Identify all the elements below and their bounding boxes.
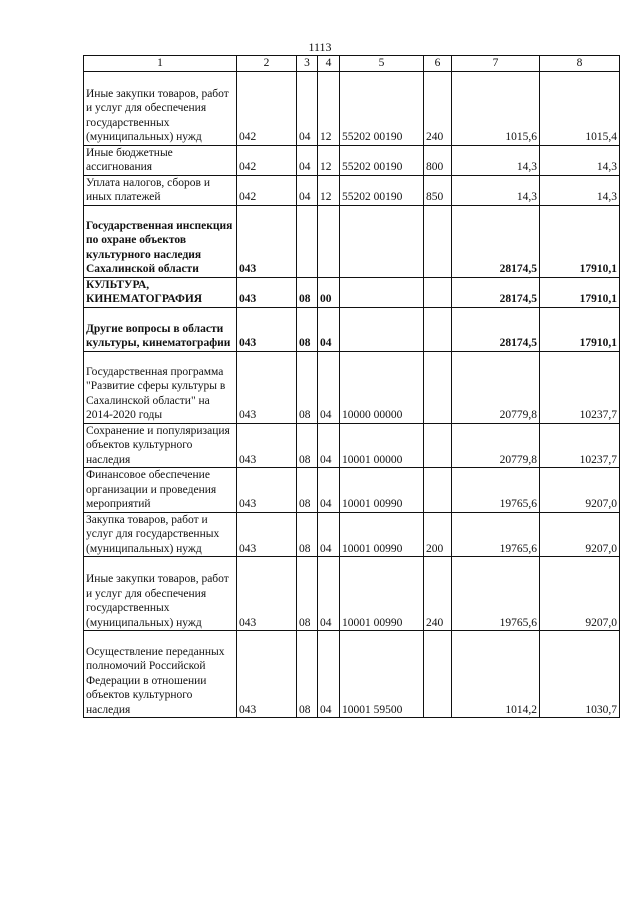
amount-cell: 19765,6 [452,512,540,557]
target-article-cell [340,277,424,307]
subsection-cell [318,205,340,277]
ministry-code-cell: 042 [237,145,297,175]
column-header: 8 [540,56,620,72]
column-header: 1 [84,56,237,72]
section-cell: 04 [297,71,318,145]
amount-cell: 20779,8 [452,423,540,468]
target-article-cell: 10001 00990 [340,512,424,557]
expense-type-cell: 200 [424,512,452,557]
ministry-code-cell: 043 [237,631,297,718]
section-cell: 08 [297,351,318,423]
budget-table [83,55,620,718]
target-article-cell: 55202 00190 [340,71,424,145]
expense-type-cell [424,351,452,423]
ministry-code-cell: 043 [237,423,297,468]
ministry-code-cell: 043 [237,468,297,513]
table-row [84,307,620,351]
subsection-cell: 12 [318,175,340,205]
column-header: 4 [318,56,340,72]
amount-cell: 9207,0 [540,512,620,557]
subsection-cell: 04 [318,307,340,351]
target-article-cell: 10001 59500 [340,631,424,718]
ministry-code-cell: 043 [237,205,297,277]
column-header: 5 [340,56,424,72]
table-row [84,557,620,631]
amount-cell: 14,3 [452,145,540,175]
ministry-code-cell: 042 [237,175,297,205]
section-cell: 08 [297,423,318,468]
expense-type-cell [424,631,452,718]
target-article-cell [340,205,424,277]
table-row [84,175,620,205]
subsection-cell: 04 [318,512,340,557]
expense-type-cell: 850 [424,175,452,205]
row-name-cell: КУЛЬТУРА, КИНЕМАТОГРАФИЯ [84,277,237,307]
page-number: 1113 [308,40,332,54]
table-row [84,145,620,175]
table-row [84,277,620,307]
expense-type-cell: 800 [424,145,452,175]
section-cell: 04 [297,145,318,175]
section-cell: 08 [297,307,318,351]
expense-type-cell: 240 [424,71,452,145]
subsection-cell: 12 [318,145,340,175]
row-name-cell: Государственная инспекция по охране объектов культурного наследия Сахалинской области [84,205,237,277]
amount-cell: 1015,4 [540,71,620,145]
amount-cell: 19765,6 [452,468,540,513]
table-row [84,205,620,277]
subsection-cell: 04 [318,468,340,513]
target-article-cell: 55202 00190 [340,145,424,175]
target-article-cell: 10000 00000 [340,351,424,423]
table-header-row [84,56,620,72]
budget-table-body [84,56,620,718]
ministry-code-cell: 042 [237,71,297,145]
row-name-cell: Другие вопросы в области культуры, кинематографии [84,307,237,351]
section-cell: 08 [297,277,318,307]
amount-cell: 17910,1 [540,307,620,351]
section-cell: 04 [297,175,318,205]
target-article-cell: 10001 00000 [340,423,424,468]
ministry-code-cell: 043 [237,512,297,557]
subsection-cell: 04 [318,423,340,468]
table-row [84,468,620,513]
target-article-cell [340,307,424,351]
amount-cell: 14,3 [540,145,620,175]
target-article-cell: 55202 00190 [340,175,424,205]
amount-cell: 19765,6 [452,557,540,631]
amount-cell: 28174,5 [452,277,540,307]
row-name-cell: Финансовое обеспечение организации и проведения мероприятий [84,468,237,513]
amount-cell: 1014,2 [452,631,540,718]
section-cell: 08 [297,557,318,631]
amount-cell: 10237,7 [540,351,620,423]
row-name-cell: Иные бюджетные ассигнования [84,145,237,175]
subsection-cell: 04 [318,557,340,631]
subsection-cell: 04 [318,631,340,718]
row-name-cell: Сохранение и популяризация объектов культурного наследия [84,423,237,468]
amount-cell: 28174,5 [452,205,540,277]
table-row [84,351,620,423]
amount-cell: 20779,8 [452,351,540,423]
amount-cell: 14,3 [452,175,540,205]
section-cell: 08 [297,512,318,557]
amount-cell: 9207,0 [540,468,620,513]
row-name-cell: Осуществление переданных полномочий Российской Федерации в отношении объектов культурного наследия [84,631,237,718]
ministry-code-cell: 043 [237,351,297,423]
column-header: 2 [237,56,297,72]
amount-cell: 10237,7 [540,423,620,468]
amount-cell: 14,3 [540,175,620,205]
subsection-cell: 04 [318,351,340,423]
expense-type-cell [424,307,452,351]
amount-cell: 28174,5 [452,307,540,351]
ministry-code-cell: 043 [237,557,297,631]
column-header: 7 [452,56,540,72]
row-name-cell: Уплата налогов, сборов и иных платежей [84,175,237,205]
expense-type-cell [424,468,452,513]
target-article-cell: 10001 00990 [340,557,424,631]
subsection-cell: 12 [318,71,340,145]
section-cell: 08 [297,631,318,718]
amount-cell: 9207,0 [540,557,620,631]
amount-cell: 1030,7 [540,631,620,718]
subsection-cell: 00 [318,277,340,307]
ministry-code-cell: 043 [237,277,297,307]
expense-type-cell [424,277,452,307]
table-row [84,512,620,557]
section-cell [297,205,318,277]
table-row [84,71,620,145]
section-cell: 08 [297,468,318,513]
column-header: 3 [297,56,318,72]
amount-cell: 17910,1 [540,205,620,277]
table-row [84,423,620,468]
ministry-code-cell: 043 [237,307,297,351]
row-name-cell: Иные закупки товаров, работ и услуг для обеспечения государственных (муниципальных) нужд [84,71,237,145]
target-article-cell: 10001 00990 [340,468,424,513]
expense-type-cell: 240 [424,557,452,631]
amount-cell: 1015,6 [452,71,540,145]
row-name-cell: Иные закупки товаров, работ и услуг для обеспечения государственных (муниципальных) нужд [84,557,237,631]
table-row [84,631,620,718]
column-header: 6 [424,56,452,72]
row-name-cell: Закупка товаров, работ и услуг для государственных (муниципальных) нужд [84,512,237,557]
expense-type-cell [424,205,452,277]
row-name-cell: Государственная программа "Развитие сферы культуры в Сахалинской области" на 2014-2020 годы [84,351,237,423]
expense-type-cell [424,423,452,468]
amount-cell: 17910,1 [540,277,620,307]
